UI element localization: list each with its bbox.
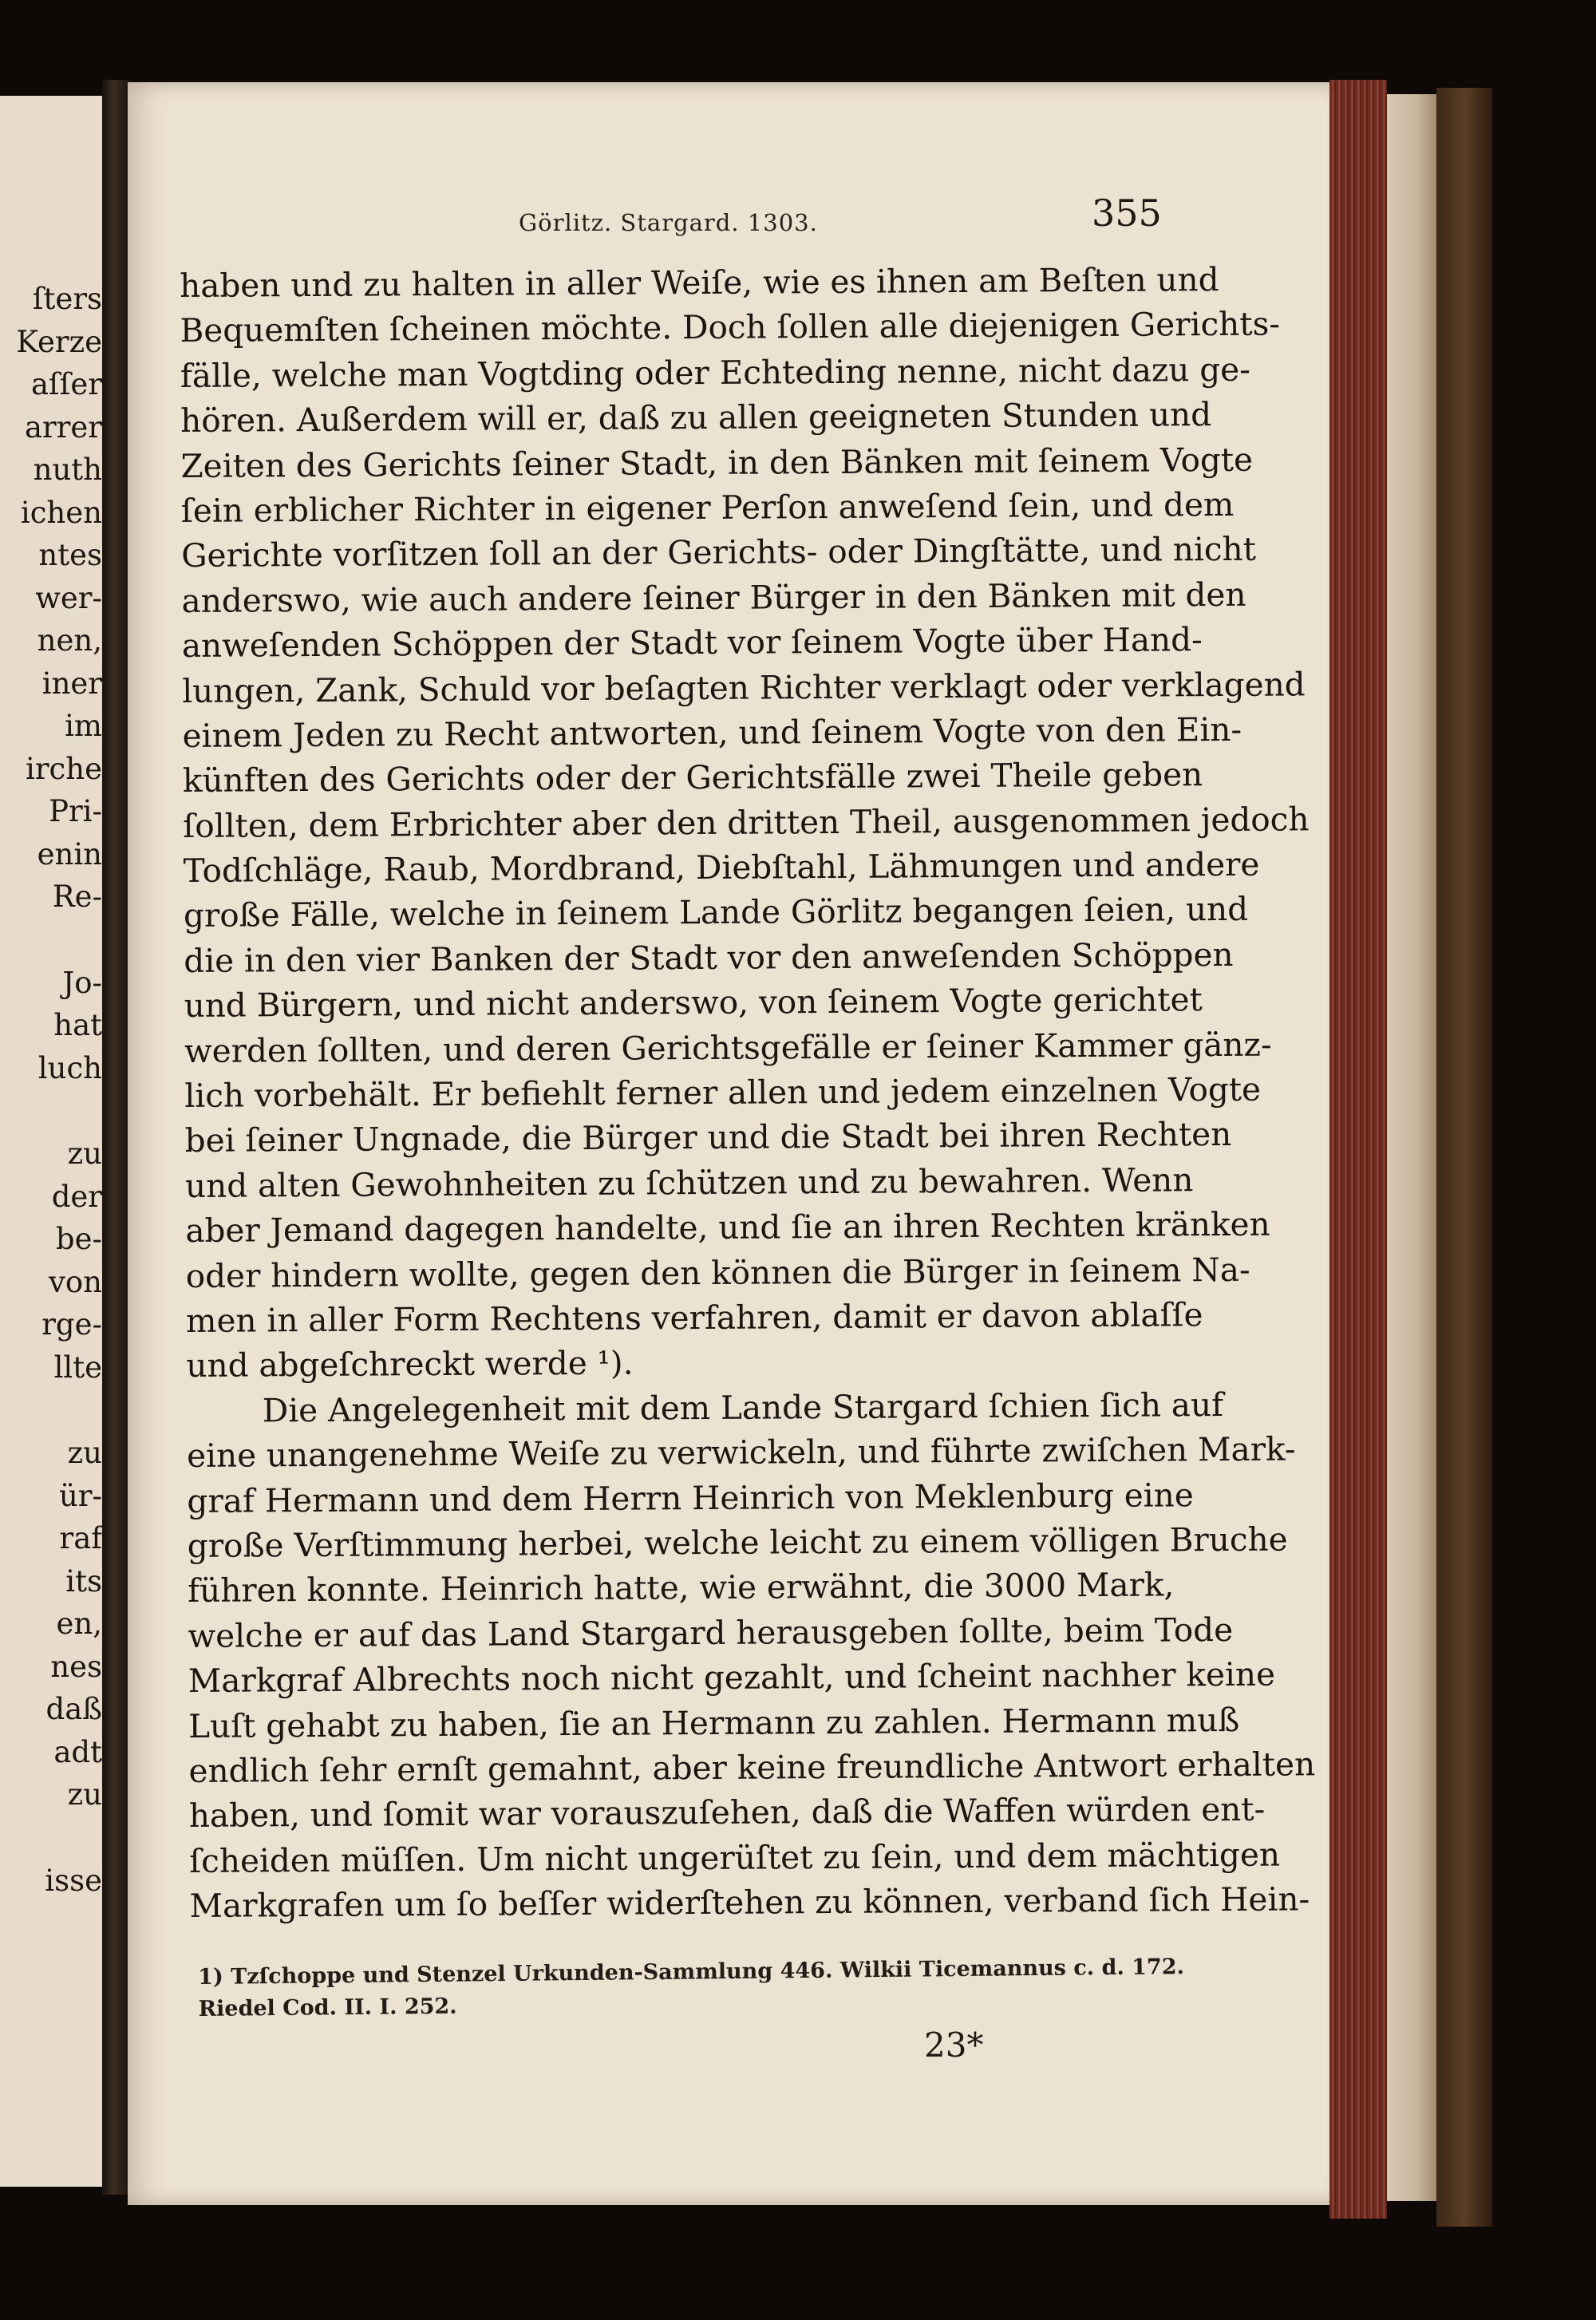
text-line: werden ſollten, und deren Gerichtsgefälle er ſeiner Kammer gänz- bbox=[184, 1025, 1272, 1070]
text-line: lungen, Zank, Schuld vor beſagten Richter verklagt oder verklagend bbox=[182, 664, 1306, 710]
text-line: lich vorbehält. Er befiehlt ferner allen und jedem einzelnen Vogte bbox=[184, 1069, 1262, 1116]
text-line: Gerichte vorſitzen ſoll an der Gerichts- oder Dingſtätte, und nicht bbox=[181, 530, 1257, 575]
left-page-fragment: aſſer bbox=[30, 367, 102, 401]
left-page-fragment bbox=[0, 919, 102, 962]
left-page-fragment: llte bbox=[53, 1350, 102, 1385]
left-page-fragment: der bbox=[51, 1179, 102, 1214]
left-page-fragment bbox=[0, 1389, 102, 1432]
text-line: und abgeſchreckt werde ¹). bbox=[186, 1343, 634, 1385]
left-page-fragment: im bbox=[65, 709, 102, 743]
text-line: graf Hermann und dem Herrn Heinrich von Meklenburg eine bbox=[187, 1475, 1194, 1520]
text-line: endlich ſehr ernſt gemahnt, aber keine freundliche Antwort erhalten bbox=[188, 1745, 1316, 1790]
text-line: haben und zu halten in aller Weiſe, wie es ihnen am Beſten und bbox=[180, 260, 1219, 305]
text-line: eine unangenehme Weiſe zu verwickeln, und führte zwiſchen Mark- bbox=[186, 1429, 1296, 1476]
text-line: und Bürgern, und nicht anderswo, von ſeinem Vogte gerichtet bbox=[184, 980, 1203, 1026]
book-board bbox=[1436, 88, 1492, 2227]
left-page-fragment: rge- bbox=[41, 1307, 102, 1342]
text-line: fälle, welche man Vogtding oder Echteding nenne, nicht dazu ge- bbox=[180, 350, 1250, 395]
left-page-fragment: en, bbox=[56, 1607, 102, 1641]
left-page-fragment: Kerze bbox=[16, 324, 102, 359]
text-line: ſein erblicher Richter in eigener Perſon anweſend ſein, und dem bbox=[180, 484, 1235, 530]
left-page-line-fragments bbox=[0, 278, 102, 1902]
text-line: anderswo, wie auch andere ſeiner Bürger in den Bänken mit den bbox=[181, 575, 1246, 620]
text-line: Bequemſten ſcheinen möchte. Doch ſollen alle diejenigen Gerichts- bbox=[180, 304, 1281, 350]
text-line: Markgrafen um ſo beſſer widerſtehen zu können, verband ſich Hein- bbox=[189, 1879, 1310, 1926]
left-page-fragment: ſters bbox=[32, 282, 102, 316]
text-line: die in den vier Banken der Stadt vor den anweſenden Schöppen bbox=[184, 935, 1234, 980]
text-line: große Verſtimmung herbei, welche leicht zu einem völligen Bruche bbox=[187, 1520, 1288, 1565]
left-page-fragment bbox=[0, 1816, 102, 1860]
cover-edge bbox=[1387, 94, 1436, 2201]
book-gutter bbox=[102, 80, 131, 2195]
text-line: und alten Gewohnheiten zu ſchützen und zu bewahren. Wenn bbox=[184, 1160, 1194, 1205]
left-page-fragment: von bbox=[48, 1264, 102, 1299]
text-line: künften des Gerichts oder der Gerichtsfälle zwei Theile geben bbox=[182, 755, 1203, 800]
text-line: haben, und ſomit war vorauszuſehen, daß die Waffen würden ent- bbox=[188, 1790, 1266, 1836]
footnote-line: 1) Tzſchoppe und Stenzel Urkunden-Sammlung 446. Wilkii Ticemannus c. d. 172. bbox=[198, 1954, 1185, 1990]
text-line: führen konnte. Heinrich hatte, wie erwähnt, die 3000 Mark, bbox=[188, 1565, 1175, 1611]
text-line: große Fälle, welche in ſeinem Lande Görlitz begangen ſeien, und bbox=[183, 890, 1249, 935]
text-line: oder hindern wollte, gegen den können die Bürger in ſeinem Na- bbox=[185, 1250, 1250, 1295]
left-page-fragment: zu bbox=[67, 1777, 102, 1812]
text-line: aber Jemand dagegen handelte, und ſie an ihren Rechten kränken bbox=[185, 1204, 1270, 1251]
text-line: einem Jeden zu Recht antworten, und ſeinem Vogte von den Ein- bbox=[182, 709, 1242, 755]
left-page-fragment: ür- bbox=[58, 1478, 102, 1513]
signature-mark: 23* bbox=[924, 2026, 984, 2065]
footnotes bbox=[198, 1951, 1185, 2026]
left-page-fragment: raf bbox=[59, 1521, 102, 1555]
text-line: men in aller Form Rechtens verfahren, damit er davon ablaſſe bbox=[185, 1295, 1203, 1340]
left-page-fragment: irche bbox=[26, 751, 102, 786]
left-page-fragment: isse bbox=[45, 1863, 102, 1898]
left-page-fragment: hat bbox=[53, 1008, 102, 1042]
left-page-fragment: luch bbox=[38, 1050, 102, 1085]
left-page-fragment: wer- bbox=[35, 580, 102, 615]
page-fore-edge bbox=[1329, 80, 1387, 2219]
text-line: hören. Außerdem will er, daß zu allen geeigneten Stunden und bbox=[180, 395, 1212, 441]
left-page-fragment: enin bbox=[37, 836, 102, 871]
text-line: bei ſeiner Ungnade, die Bürger und die Stadt bei ihren Rechten bbox=[184, 1115, 1232, 1160]
text-line: Todſchläge, Raub, Mordbrand, Diebſtahl, Lähmungen und andere bbox=[183, 844, 1260, 891]
left-page-fragment: arrer bbox=[24, 409, 102, 445]
left-facing-page bbox=[0, 96, 108, 2187]
page-number: 355 bbox=[1092, 192, 1162, 235]
left-page-fragment: ntes bbox=[38, 538, 102, 572]
text-line: Luſt gehabt zu haben, ſie an Hermann zu zahlen. Hermann muß bbox=[188, 1700, 1240, 1745]
left-page-fragment: daß bbox=[45, 1692, 102, 1726]
text-line: welche er auf das Land Stargard herausgeben ſollte, beim Tode bbox=[188, 1610, 1234, 1655]
text-line: anweſenden Schöppen der Stadt vor ſeinem Vogte über Hand- bbox=[181, 620, 1203, 666]
left-page-fragment: nuth bbox=[33, 453, 102, 487]
text-line: ſcheiden müſſen. Um nicht ungerüſtet zu ſein, und dem mächtigen bbox=[189, 1835, 1281, 1880]
left-page-fragment: nen, bbox=[37, 623, 102, 658]
text-line: Markgraf Albrechts noch nicht gezahlt, und ſcheint nachher keine bbox=[188, 1654, 1276, 1701]
left-page-fragment: adt bbox=[53, 1734, 102, 1769]
body-text bbox=[180, 258, 1316, 1929]
left-page-fragment: Re- bbox=[52, 879, 102, 914]
left-page-fragment: ichen bbox=[20, 495, 102, 530]
text-line: Die Angelegenheit mit dem Lande Stargard ſchien ſich auf bbox=[262, 1385, 1224, 1430]
footnote-line: Riedel Cod. II. I. 252. bbox=[198, 1994, 457, 2022]
left-page-fragment bbox=[0, 1089, 102, 1132]
left-page-fragment: Jo- bbox=[62, 965, 102, 1000]
left-page-fragment: zu bbox=[67, 1136, 102, 1171]
left-page-fragment: zu bbox=[67, 1436, 102, 1470]
left-page-fragment: Pri- bbox=[49, 794, 102, 828]
left-page-fragment: its bbox=[65, 1563, 102, 1599]
text-line: ſollten, dem Erbrichter aber den dritten Theil, ausgenommen jedoch bbox=[183, 800, 1310, 845]
left-page-fragment: nes bbox=[50, 1649, 102, 1684]
running-head: Görlitz. Stargard. 1303. bbox=[519, 209, 818, 236]
left-page-fragment: be- bbox=[55, 1222, 102, 1256]
left-page-fragment: iner bbox=[41, 666, 102, 701]
text-line: Zeiten des Gerichts ſeiner Stadt, in den Bänken mit ſeinem Vogte bbox=[180, 440, 1254, 485]
